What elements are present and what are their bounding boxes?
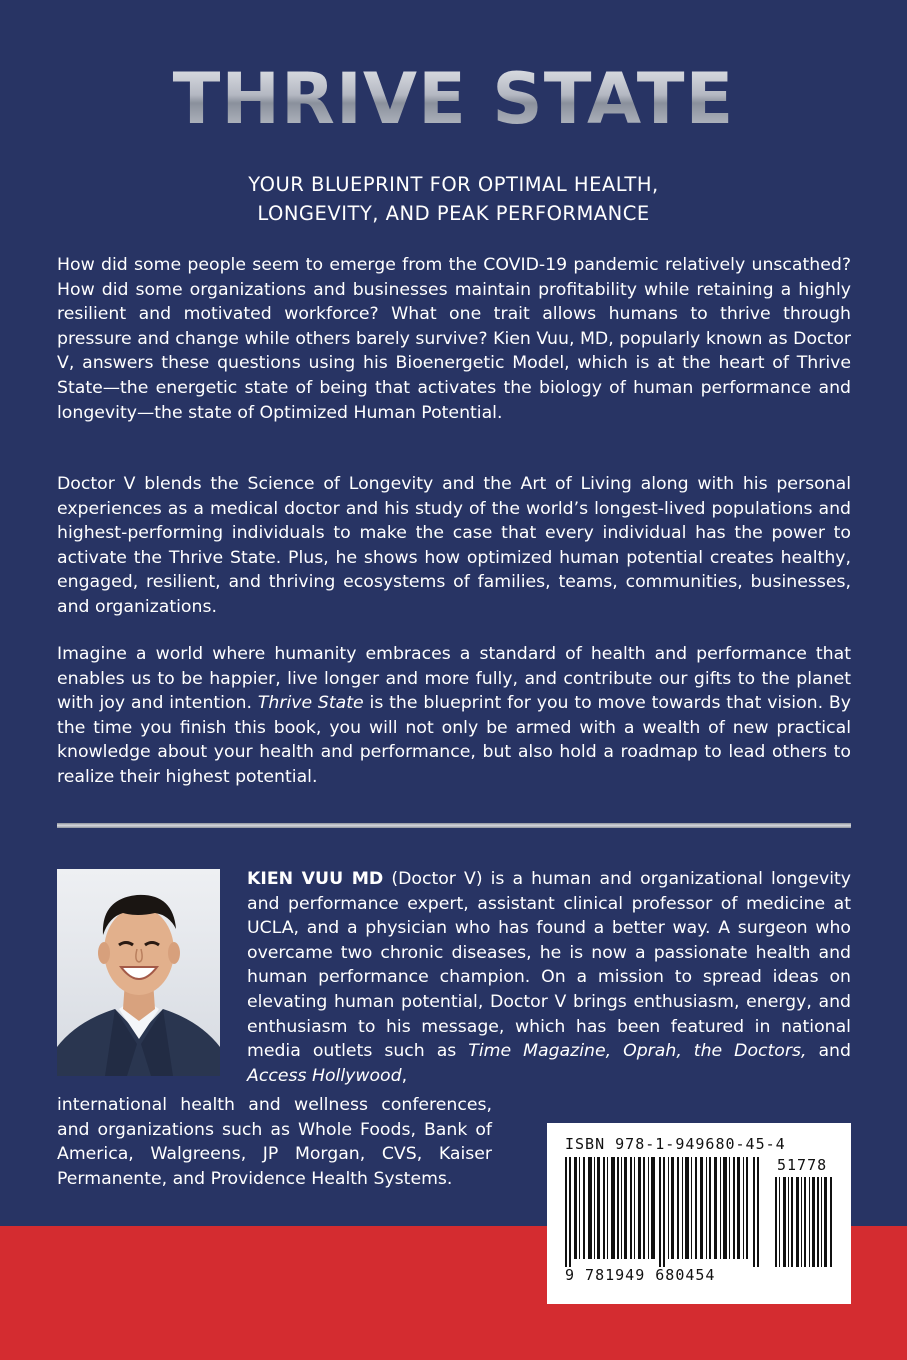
bio-text-c: ,	[401, 1065, 408, 1086]
p3-text-a: Imagine a world where humanity embraces a standard of health and performance that enables us to be happier, live longer and more fully, and contribute our gifts to the planet with joy and intention.	[57, 644, 851, 714]
barcode-box	[547, 1123, 851, 1304]
blurb-paragraph-2: Doctor V blends the Science of Longevity and the Art of Living along with his personal experiences as a medical doctor and his study of the world’s longest-lived populations and highest-performing individuals to make the case that every individual has the power to activate the Thrive State. Plus, he shows how optimized human potential creates healthy, engaged, resilient, and thriving ecosystems of families, teams, communities, businesses, and organizations.	[57, 474, 851, 617]
section-divider	[57, 823, 851, 828]
p3-text-b: is the blueprint for you to move towards that vision. By the time you finish this book, you will not only be armed with a wealth of new practical knowledge about your health and performance, but also hold a roadmap to lead others to realize their highest potential.	[57, 693, 851, 787]
subtitle-line-1: YOUR BLUEPRINT FOR OPTIMAL HEALTH,	[248, 173, 659, 196]
price-code: 51778	[777, 1156, 828, 1174]
author-bio-part-1	[247, 867, 851, 1088]
author-bio-part-2: international health and wellness conferences, and organizations such as Whole Foods, Bank of America, Walgreens, JP Morgan, CVS, Kaiser Permanente, and Providence Health Systems.	[57, 1095, 492, 1189]
bio-media-list: Time Magazine, Oprah, the Doctors,	[468, 1041, 807, 1062]
author-portrait-illustration	[57, 869, 220, 1076]
blurb-paragraph-1: How did some people seem to emerge from the COVID-19 pandemic relatively unscathed? How did some organizations and businesses maintain profitability while retaining a highly resilient and motivated workforce? What one trait allows humans to thrive through pressure and change while others barely survive? Kien Vuu, MD, popularly known as Doctor V, answers these questions using his Bioenergetic Model, which is at the heart of Thrive State—the energetic state of being that activates the biology of human performance and longevity—the state of Optimized Human Potential.	[57, 255, 851, 423]
book-title: THRIVE STATE	[0, 58, 907, 140]
p3-book-title: Thrive State	[257, 693, 364, 714]
ean-barcode-bars	[561, 1157, 769, 1267]
ean-digits: 9 781949 680454	[565, 1266, 716, 1284]
subtitle-line-2: LONGEVITY, AND PEAK PERFORMANCE	[257, 202, 650, 225]
blurb-paragraph-3	[57, 642, 851, 790]
author-name: KIEN VUU MD	[247, 869, 384, 889]
bio-text-a: (Doctor V) is a human and organizational longevity and performance expert, assistant clinical professor of medicine at UCLA, and a physician who has found a better way. A surgeon who overcame two chronic diseases, he is now a passionate health and human performance champion. On a mission to spread ideas on elevating human potential, Doctor V brings enthusiasm, energy, and enthusiasm to his message, which has been featured in national media outlets such as	[247, 869, 851, 1062]
bio-text-b: and	[806, 1041, 851, 1062]
isbn-number: ISBN 978-1-949680-45-4	[565, 1135, 786, 1153]
addon-barcode-bars	[773, 1177, 835, 1267]
author-photo	[57, 869, 220, 1076]
bio-media-access: Access Hollywood	[247, 1065, 402, 1086]
book-subtitle	[0, 170, 907, 228]
